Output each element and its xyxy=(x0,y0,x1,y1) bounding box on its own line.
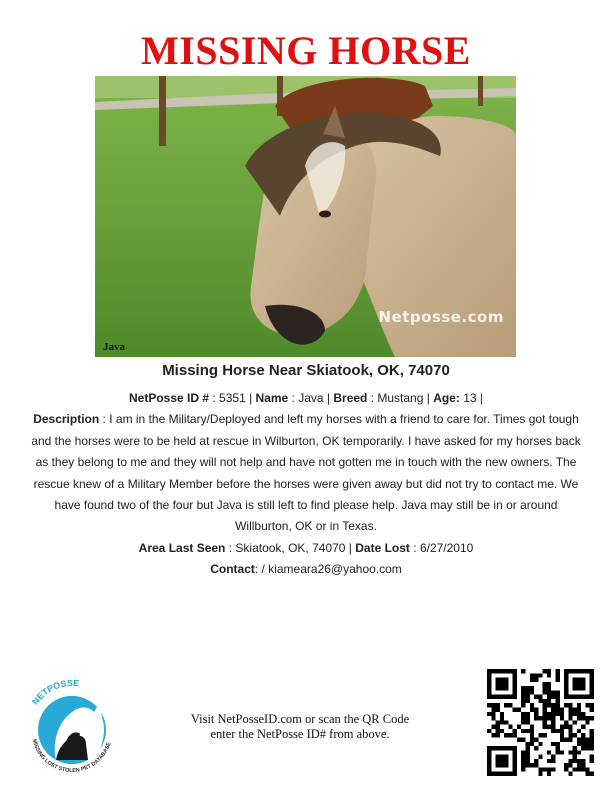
description-label: Description xyxy=(33,412,100,427)
photo-caption: Java xyxy=(103,341,125,353)
page-title: MISSING HORSE xyxy=(141,28,471,73)
footer-line-1: Visit NetPosseID.com or scan the QR Code xyxy=(190,712,410,726)
netposse-logo xyxy=(16,672,128,784)
contact-line xyxy=(28,559,584,580)
age-label: Age: xyxy=(433,391,460,405)
breed-label: Breed xyxy=(333,391,368,405)
id-label: NetPosse ID # xyxy=(129,391,210,405)
listing-subtitle: Missing Horse Near Skiatook, OK, 74070 xyxy=(162,362,450,379)
logo-top-text: NETPOSSE xyxy=(30,677,80,707)
photo-watermark: Netposse.com xyxy=(378,308,504,326)
qr-code-icon xyxy=(487,669,594,776)
listing-details xyxy=(28,388,584,581)
logo-bottom-text: MISSING LOST STOLEN PET DATABASE xyxy=(30,738,113,775)
name-label: Name xyxy=(255,391,289,405)
id-line xyxy=(28,388,584,409)
area-line xyxy=(28,538,584,559)
contact-value: : / kiameara26@yahoo.com xyxy=(254,562,402,577)
name-value: : Java | xyxy=(288,391,334,405)
description-value: : I am in the Military/Deployed and left my horses with a friend to care for. Times got tough and the horses were to be held at rescue in Wilburton, OK temporarily. I have asked for my horses back as they belong to me and they will not help and have not gotten me in touch with the new owners. The rescue knew of a Military Member before the horses were given away but did not try to contact me. We have found two of the four but Java is still left to find please help. Java may still be in or around Willburton, OK or in Texas. xyxy=(31,412,581,534)
breed-value: : Mustang | xyxy=(367,391,434,405)
footer-line-2: enter the NetPosse ID# from above. xyxy=(210,727,390,741)
contact-label: Contact xyxy=(210,562,255,577)
age-value: 13 | xyxy=(459,391,483,405)
area-value: : Skiatook, OK, 74070 | xyxy=(225,540,356,555)
id-value: : 5351 | xyxy=(209,391,256,405)
netposse-logo-icon xyxy=(16,672,128,784)
description xyxy=(28,409,584,537)
footer-instructions xyxy=(160,712,440,742)
area-label: Area Last Seen xyxy=(138,540,226,555)
qr-code[interactable] xyxy=(487,669,594,776)
date-label: Date Lost xyxy=(355,540,410,555)
date-value: : 6/27/2010 xyxy=(409,540,474,555)
horse-photo xyxy=(95,76,516,357)
